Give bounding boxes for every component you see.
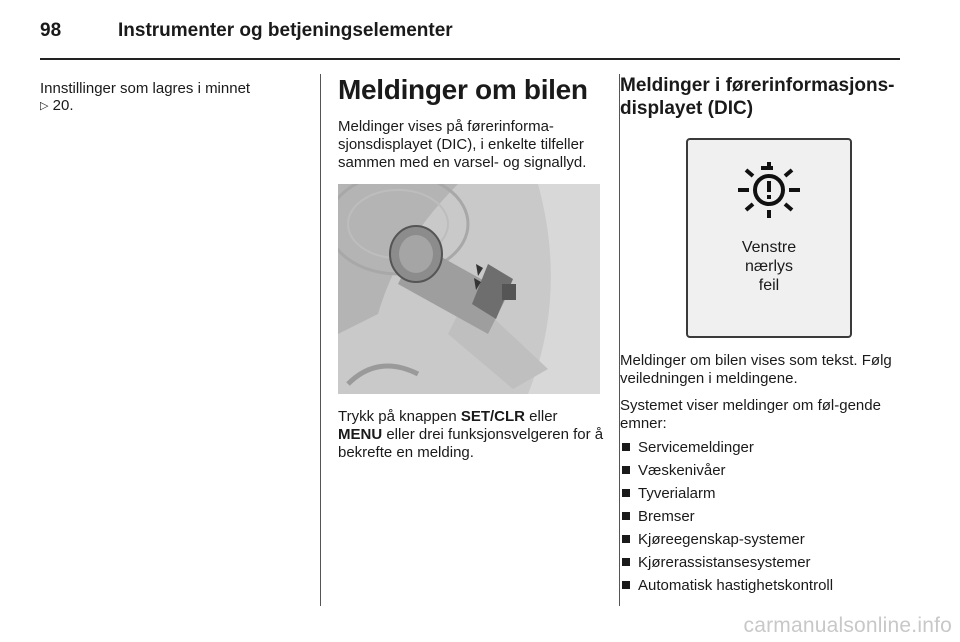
list-item: Tyverialarm	[620, 485, 905, 503]
instruction-paragraph: Trykk på knappen SET/CLR eller MENU eller drei funksjonsvelgeren for å bekrefte en melding.	[338, 408, 604, 461]
page-header	[40, 14, 900, 54]
list-item: Kjøreegenskap-systemer	[620, 531, 905, 549]
dic-heading: Meldinger i førerinformasjons- displayet (DIC)	[620, 75, 895, 119]
cross-reference[interactable]	[40, 97, 310, 115]
list-item: Væskenivåer	[620, 462, 905, 480]
list-item: Automatisk hastighetskontroll	[620, 577, 905, 595]
bullet-icon	[622, 512, 630, 520]
dic-message-line-3: feil	[758, 277, 780, 294]
dic-message-line-1: Venstre	[741, 239, 797, 256]
column-divider-1	[320, 74, 321, 606]
topics-intro: Systemet viser meldinger om føl-gende emner:	[620, 397, 881, 432]
dic-display	[686, 138, 852, 338]
dic-illustration	[620, 134, 902, 342]
dic-message-line-2: nærlys	[744, 258, 793, 275]
page-number: 98	[40, 20, 62, 41]
watermark: carmanualsonline.info	[743, 614, 952, 637]
section-heading: Meldinger om bilen	[338, 74, 588, 105]
light-fault-icon	[736, 160, 802, 220]
bullet-icon	[622, 466, 630, 474]
intro-paragraph: Meldinger vises på førerinforma-sjonsdisplayet (DIC), i enkelte tilfeller sammen med en varsel- og signallyd.	[338, 118, 587, 171]
dic-text-paragraph: Meldinger om bilen vises som tekst. Følg veiledningen i meldingene.	[620, 352, 892, 387]
list-item: Kjørerassistansesystemer	[620, 554, 905, 572]
bullet-icon	[622, 489, 630, 497]
column-1	[40, 80, 310, 115]
stalk-switch-illustration	[338, 184, 600, 394]
reference-arrow-icon: ▷	[40, 99, 49, 112]
bullet-icon	[622, 443, 630, 451]
menu-button-label: MENU	[338, 426, 383, 443]
column-3	[620, 74, 905, 600]
memory-settings-text: Innstillinger som lagres i minnet	[40, 80, 251, 97]
bullet-icon	[622, 535, 630, 543]
list-item: Servicemeldinger	[620, 439, 905, 457]
list-item: Bremser	[620, 508, 905, 526]
reference-page: 20.	[52, 97, 74, 114]
set-clr-button-label: SET/CLR	[460, 408, 526, 425]
header-rule	[40, 58, 900, 60]
bullet-icon	[622, 581, 630, 589]
column-2	[338, 74, 604, 462]
message-topics-list	[620, 439, 905, 595]
bullet-icon	[622, 558, 630, 566]
section-title: Instrumenter og betjeningselementer	[118, 20, 453, 41]
